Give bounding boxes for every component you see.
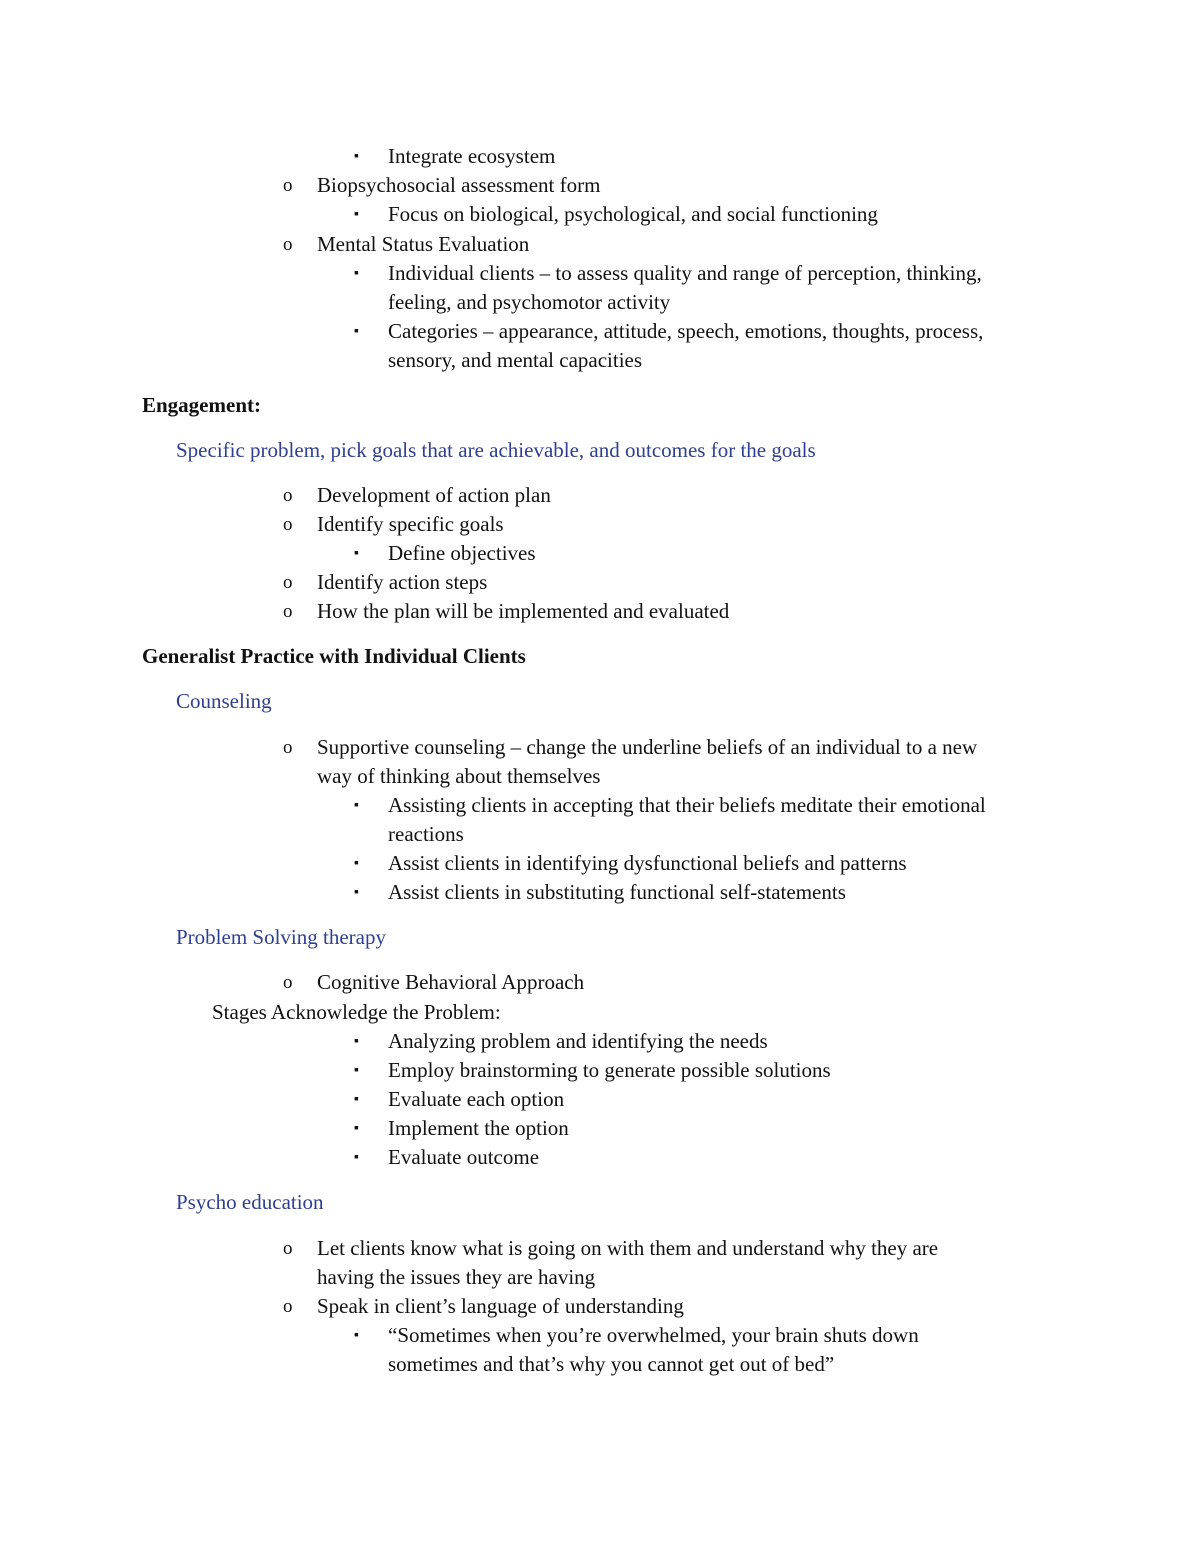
generalist-heading: Generalist Practice with Individual Clients	[142, 644, 526, 668]
square-bullet-icon: ▪	[354, 1150, 359, 1165]
list-item: Evaluate outcome	[388, 1145, 540, 1169]
list-item-continuation: sometimes and that’s why you cannot get out of bed”	[388, 1352, 835, 1376]
square-bullet-icon: ▪	[354, 1121, 359, 1136]
list-item: Identify action steps	[317, 570, 488, 594]
list-item: Employ brainstorming to generate possible solutions	[388, 1058, 831, 1082]
list-item-continuation: feeling, and psychomotor activity	[388, 290, 671, 314]
list-item: Focus on biological, psychological, and social functioning	[388, 202, 878, 226]
list-item: Assisting clients in accepting that their beliefs meditate their emotional	[388, 793, 986, 817]
psycho-education-subheading: Psycho education	[176, 1190, 324, 1214]
circle-bullet-icon: o	[283, 1296, 293, 1317]
counseling-subheading: Counseling	[176, 689, 272, 713]
square-bullet-icon: ▪	[354, 1063, 359, 1078]
list-item: Evaluate each option	[388, 1087, 565, 1111]
circle-bullet-icon: o	[283, 514, 293, 535]
list-item: Identify specific goals	[317, 512, 504, 536]
square-bullet-icon: ▪	[354, 856, 359, 871]
circle-bullet-icon: o	[283, 175, 293, 196]
list-item: How the plan will be implemented and evaluated	[317, 599, 730, 623]
list-item: Integrate ecosystem	[388, 144, 556, 168]
circle-bullet-icon: o	[283, 737, 293, 758]
engagement-heading: Engagement:	[142, 393, 261, 417]
list-item-continuation: way of thinking about themselves	[317, 764, 601, 788]
engagement-subheading: Specific problem, pick goals that are achievable, and outcomes for the goals	[176, 438, 816, 462]
list-item: Supportive counseling – change the underline beliefs of an individual to a new	[317, 735, 978, 759]
list-item: Biopsychosocial assessment form	[317, 173, 601, 197]
list-item-continuation: sensory, and mental capacities	[388, 348, 643, 372]
square-bullet-icon: ▪	[354, 149, 359, 164]
circle-bullet-icon: o	[283, 1238, 293, 1259]
circle-bullet-icon: o	[283, 572, 293, 593]
problem-solving-subheading: Problem Solving therapy	[176, 925, 386, 949]
list-item: Implement the option	[388, 1116, 569, 1140]
list-item: Assist clients in identifying dysfunctional beliefs and patterns	[388, 851, 907, 875]
square-bullet-icon: ▪	[354, 885, 359, 900]
square-bullet-icon: ▪	[354, 207, 359, 222]
list-item: Speak in client’s language of understanding	[317, 1294, 684, 1318]
square-bullet-icon: ▪	[354, 1034, 359, 1049]
list-item: “Sometimes when you’re overwhelmed, your brain shuts down	[388, 1323, 919, 1347]
circle-bullet-icon: o	[283, 972, 293, 993]
square-bullet-icon: ▪	[354, 266, 359, 281]
square-bullet-icon: ▪	[354, 798, 359, 813]
list-item: Cognitive Behavioral Approach	[317, 970, 585, 994]
list-item: Define objectives	[388, 541, 536, 565]
list-item: Development of action plan	[317, 483, 551, 507]
list-item: Mental Status Evaluation	[317, 232, 530, 256]
list-item: Assist clients in substituting functional self-statements	[388, 880, 846, 904]
circle-bullet-icon: o	[283, 234, 293, 255]
circle-bullet-icon: o	[283, 485, 293, 506]
square-bullet-icon: ▪	[354, 1092, 359, 1107]
list-item: Analyzing problem and identifying the needs	[388, 1029, 768, 1053]
circle-bullet-icon: o	[283, 601, 293, 622]
list-item: Individual clients – to assess quality and range of perception, thinking,	[388, 261, 982, 285]
list-item: Let clients know what is going on with them and understand why they are	[317, 1236, 939, 1260]
list-item: Categories – appearance, attitude, speech, emotions, thoughts, process,	[388, 319, 984, 343]
square-bullet-icon: ▪	[354, 546, 359, 561]
square-bullet-icon: ▪	[354, 324, 359, 339]
stages-label: Stages Acknowledge the Problem:	[212, 1000, 501, 1024]
list-item-continuation: reactions	[388, 822, 464, 846]
list-item-continuation: having the issues they are having	[317, 1265, 596, 1289]
square-bullet-icon: ▪	[354, 1328, 359, 1343]
